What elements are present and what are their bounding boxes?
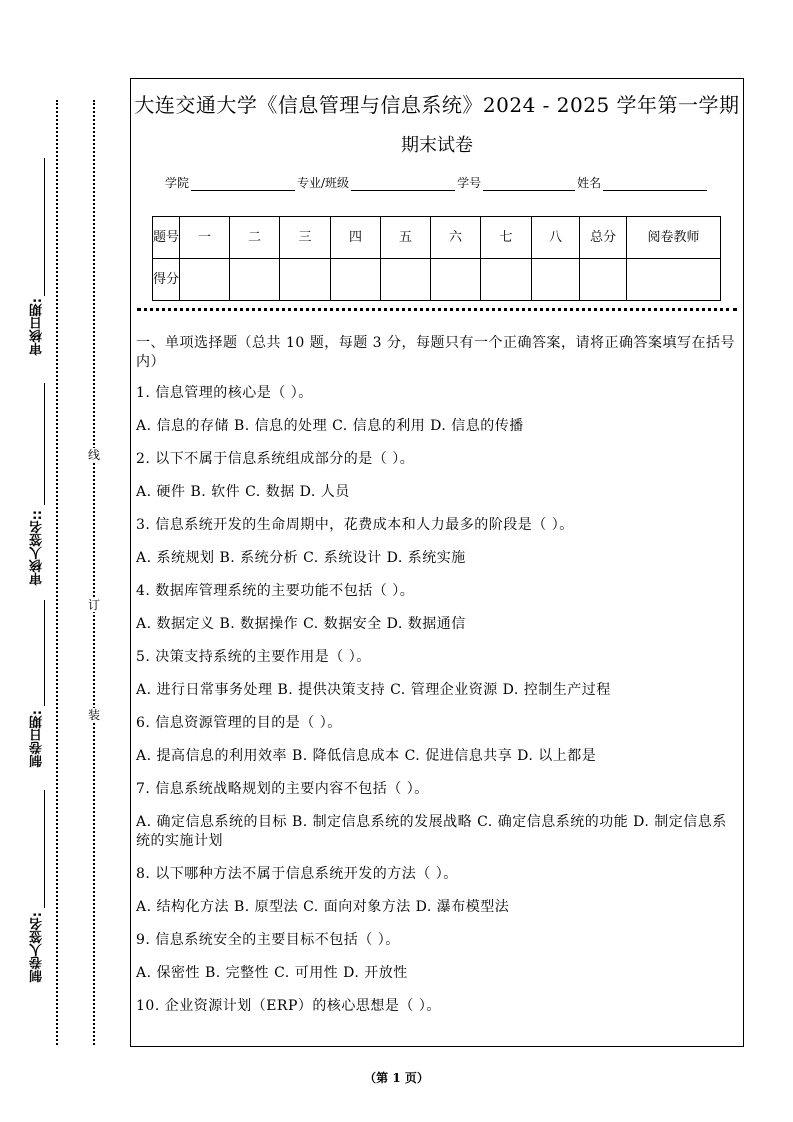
exam-subtitle: 期末试卷 bbox=[401, 135, 473, 156]
score-cell[interactable] bbox=[627, 259, 721, 301]
exam-frame bbox=[130, 78, 744, 1047]
score-header-cell: 四 bbox=[331, 217, 381, 259]
question-text: 5. 决策支持系统的主要作用是（ ）。 bbox=[136, 649, 371, 665]
name-label: 姓名 bbox=[577, 176, 602, 190]
college-label: 学院 bbox=[165, 176, 190, 190]
question-options: A. 提高信息的利用效率 B. 降低信息成本 C. 促进信息共享 D. 以上都是 bbox=[136, 748, 597, 764]
question-text: 4. 数据库管理系统的主要功能不包括（ ）。 bbox=[136, 583, 415, 599]
student-id-field[interactable] bbox=[483, 177, 575, 191]
question-options: A. 系统规划 B. 系统分析 C. 系统设计 D. 系统实施 bbox=[136, 550, 466, 566]
question-text: 2. 以下不属于信息系统组成部分的是（ ）。 bbox=[136, 451, 415, 467]
score-cell[interactable] bbox=[532, 259, 580, 301]
score-header-cell: 一 bbox=[180, 217, 230, 259]
name-field[interactable] bbox=[603, 177, 707, 191]
question-options: A. 数据定义 B. 数据操作 C. 数据安全 D. 数据通信 bbox=[136, 616, 466, 632]
score-header-cell: 阅卷教师 bbox=[627, 217, 721, 259]
score-header-cell: 二 bbox=[230, 217, 280, 259]
outer-dotted-line bbox=[56, 100, 58, 1045]
binding-char-line: 线 bbox=[87, 448, 100, 462]
question-text: 8. 以下哪种方法不属于信息系统开发的方法（ ）。 bbox=[136, 866, 458, 882]
question-options: A. 结构化方法 B. 原型法 C. 面向对象方法 D. 瀑布模型法 bbox=[136, 899, 510, 915]
college-field[interactable] bbox=[191, 177, 295, 191]
score-header-cell: 六 bbox=[431, 217, 481, 259]
binding-char-bind: 装 bbox=[87, 708, 100, 722]
major-label: 专业/班级 bbox=[297, 176, 350, 190]
binding-char-staple: 订 bbox=[87, 598, 100, 612]
score-row-label: 得分 bbox=[153, 259, 180, 301]
score-table-score-row bbox=[153, 259, 721, 301]
maker-sign-line bbox=[44, 790, 45, 908]
score-cell[interactable] bbox=[280, 259, 331, 301]
score-header-cell: 三 bbox=[280, 217, 331, 259]
question-text: 7. 信息系统战略规划的主要内容不包括（ ）。 bbox=[136, 781, 429, 797]
make-date-line bbox=[44, 600, 45, 706]
question-text: 9. 信息系统安全的主要目标不包括（ ）。 bbox=[136, 932, 400, 948]
question-text: 1. 信息管理的核心是（ ）。 bbox=[136, 385, 313, 401]
maker-sign-label: 制卷人签名: bbox=[30, 912, 45, 983]
score-table-header-row bbox=[153, 217, 721, 259]
score-cell[interactable] bbox=[381, 259, 431, 301]
question-text: 10. 企业资源计划（ERP）的核心思想是（ ）。 bbox=[136, 998, 441, 1014]
question-options: A. 保密性 B. 完整性 C. 可用性 D. 开放性 bbox=[136, 965, 408, 981]
question-options: A. 硬件 B. 软件 C. 数据 D. 人员 bbox=[136, 484, 350, 500]
review-date-line bbox=[44, 158, 45, 296]
score-cell[interactable] bbox=[180, 259, 230, 301]
question-text: 3. 信息系统开发的生命周期中，花费成本和人力最多的阶段是（ ）。 bbox=[136, 517, 574, 533]
question-options: A. 进行日常事务处理 B. 提供决策支持 C. 管理企业资源 D. 控制生产过程 bbox=[136, 682, 611, 698]
review-date-label: 审核日期: bbox=[30, 298, 45, 356]
score-header-cell: 题号 bbox=[153, 217, 180, 259]
score-table bbox=[152, 216, 721, 301]
question-options: A. 确定信息系统的目标 B. 制定信息系统的发展战略 C. 确定信息系统的功能 D. 制定信息系统的实施计划 bbox=[136, 814, 727, 849]
question-section bbox=[136, 334, 738, 1030]
dotted-separator bbox=[137, 308, 737, 311]
inner-dotted-line bbox=[93, 100, 95, 1045]
score-cell[interactable] bbox=[331, 259, 381, 301]
score-cell[interactable] bbox=[481, 259, 532, 301]
student-id-label: 学号 bbox=[457, 176, 482, 190]
section-intro: 一、单项选择题（总共 10 题，每题 3 分，每题只有一个正确答案，请将正确答案填写在括号内） bbox=[136, 335, 736, 370]
exam-title: 大连交通大学《信息管理与信息系统》2024 - 2025 学年第一学期 bbox=[134, 93, 740, 117]
score-cell[interactable] bbox=[230, 259, 280, 301]
score-header-cell: 五 bbox=[381, 217, 431, 259]
score-cell[interactable] bbox=[580, 259, 627, 301]
score-header-cell: 总分 bbox=[580, 217, 627, 259]
make-date-label: 制卷日期: bbox=[30, 710, 45, 768]
score-header-cell: 八 bbox=[532, 217, 580, 259]
student-info-row bbox=[165, 174, 709, 191]
question-options: A. 信息的存储 B. 信息的处理 C. 信息的利用 D. 信息的传播 bbox=[136, 418, 524, 434]
reviewer-sign-label: 审核人签名:: bbox=[30, 510, 45, 586]
major-field[interactable] bbox=[351, 177, 455, 191]
score-header-cell: 七 bbox=[481, 217, 532, 259]
reviewer-sign-line bbox=[44, 383, 45, 505]
page-number: （第 1 页） bbox=[364, 1071, 429, 1085]
question-text: 6. 信息资源管理的目的是（ ）。 bbox=[136, 715, 342, 731]
score-cell[interactable] bbox=[431, 259, 481, 301]
